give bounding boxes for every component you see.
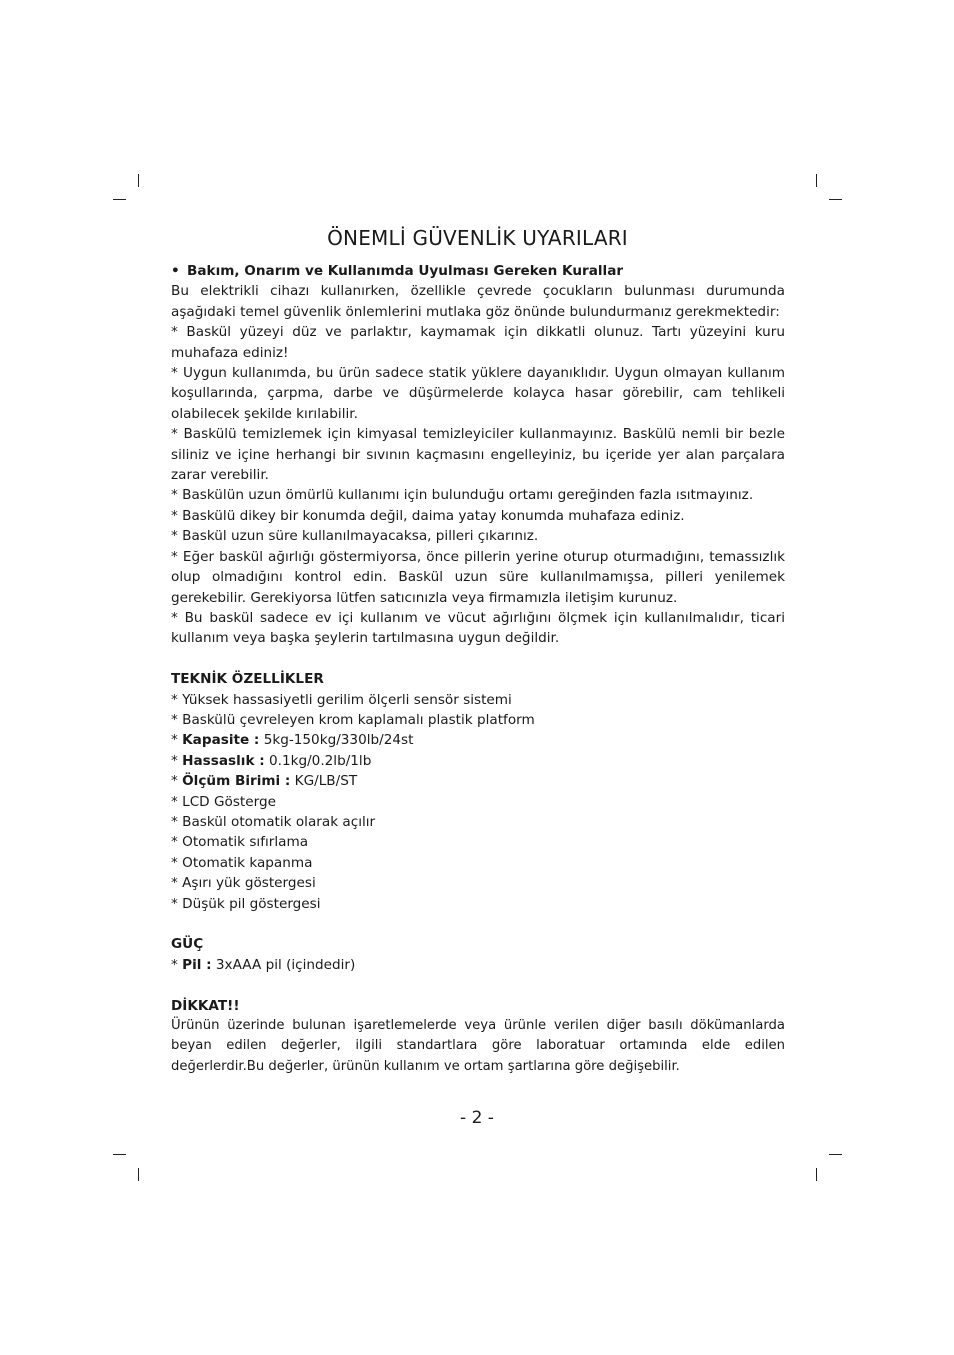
crop-mark-top-left-vertical — [138, 174, 139, 187]
spec-label: Pil : — [182, 956, 212, 973]
spec-value: 0.1kg/0.2lb/1lb — [264, 752, 372, 769]
spec-value: KG/LB/ST — [290, 773, 358, 790]
spec-item: * Otomatik sıfırlama — [171, 834, 309, 851]
spec-item: * Yüksek hassasiyetli gerilim ölçerli sensör sistemi — [171, 691, 512, 708]
spec-unit — [171, 771, 785, 791]
spec-label: Ölçüm Birimi : — [182, 773, 291, 790]
spec-item: * Düşük pil göstergesi — [171, 895, 321, 912]
rule-item: * Baskülün uzun ömürlü kullanımı için bulunduğu ortamı gereğinden fazla ısıtmayınız. — [171, 487, 754, 504]
spec-item: * LCD Gösterge — [171, 793, 276, 810]
page-number: - 2 - — [460, 1108, 494, 1128]
spec-prefix: * — [171, 956, 183, 973]
spec-value: 5kg-150kg/330lb/24st — [259, 732, 414, 749]
rule-item: * Uygun kullanımda, bu ürün sadece statik yüklere dayanıklıdır. Uygun olmayan kullanım koşullarında, çarpma, darbe ve düşürmelerde kolayca hasar görebilir, cam tehlikeli olabilecek şekilde kırılabilir. — [171, 365, 785, 422]
spec-item: * Baskülü çevreleyen krom kaplamalı plastik platform — [171, 711, 535, 728]
spec-item: * Aşırı yük göstergesi — [171, 875, 316, 892]
rule-item: * Baskül uzun süre kullanılmayacaksa, pilleri çıkarınız. — [171, 528, 539, 545]
spec-prefix: * — [171, 752, 183, 769]
spec-precision — [171, 751, 785, 771]
specs-heading: TEKNİK ÖZELLİKLER — [171, 671, 324, 688]
bullet-icon: • — [171, 263, 180, 279]
spec-label: Kapasite : — [182, 732, 260, 749]
crop-mark-bottom-left-vertical — [138, 1168, 139, 1181]
crop-mark-bottom-right-vertical — [816, 1168, 817, 1181]
spec-prefix: * — [171, 732, 183, 749]
crop-mark-top-right-horizontal — [829, 199, 842, 200]
spec-capacity — [171, 730, 785, 750]
crop-mark-bottom-right-horizontal — [829, 1154, 842, 1155]
power-battery — [171, 955, 785, 975]
caution-text: Ürünün üzerinde bulunan işaretlemelerde veya ürünle verilen diğer basılı dökümanlarda beyan edilen değerler, ilgili standartlara göre laboratuar ortamında elde edilen değerlerdir.Bu değerler, ürünün kullanım ve ortam şartlarına göre değişebilir. — [171, 1017, 785, 1074]
spec-item: * Baskül otomatik olarak açılır — [171, 813, 376, 830]
crop-mark-top-left-horizontal — [113, 199, 126, 200]
rules-intro: Bu elektrikli cihazı kullanırken, özellikle çevrede çocukların bulunması durumunda aşağıdaki temel güvenlik önlemlerini mutlaka göz önünde bulundurmanız gerekmektedir: — [171, 283, 785, 320]
spec-value: 3xAAA pil (içindedir) — [211, 956, 356, 973]
rule-item: * Baskülü temizlemek için kimyasal temizleyiciler kullanmayınız. Baskülü nemli bir bezle siliniz ve içine herhangi bir sıvının kaçmasını engelleyiniz, bu içeride yer alan parçalara zarar verebilir. — [171, 426, 785, 484]
document-body — [171, 261, 785, 1077]
power-heading: GÜÇ — [171, 936, 204, 953]
rule-item: * Baskül yüzeyi düz ve parlaktır, kaymamak için dikkatli olunuz. Tartı yüzeyini kuru muhafaza ediniz! — [171, 324, 785, 361]
rules-heading-text: Bakım, Onarım ve Kullanımda Uyulması Gereken Kurallar — [187, 263, 624, 279]
rule-item: * Baskülü dikey bir konumda değil, daima yatay konumda muhafaza ediniz. — [171, 507, 685, 524]
spec-label: Hassaslık : — [182, 752, 265, 769]
crop-mark-bottom-left-horizontal — [113, 1154, 126, 1155]
rule-item: * Eğer baskül ağırlığı göstermiyorsa, önce pillerin yerine oturup oturmadığını, temassızlık olup olmadığını kontrol edin. Baskül uzun süre kullanılmamışsa, pilleri yenilemek gerekebilir. Gerekiyorsa lütfen satıcınızla veya firmamızla iletişim kurunuz. — [171, 548, 785, 606]
caution-heading: DİKKAT!! — [171, 997, 240, 1014]
rules-heading — [171, 261, 785, 281]
rule-item: * Bu baskül sadece ev içi kullanım ve vücut ağırlığını ölçmek için kullanılmalıdır, ticari kullanım veya başka şeylerin tartılmasına uygun değildir. — [171, 609, 785, 647]
crop-mark-top-right-vertical — [816, 174, 817, 187]
spec-prefix: * — [171, 773, 183, 790]
page-title: ÖNEMLİ GÜVENLİK UYARILARI — [327, 226, 628, 250]
spec-item: * Otomatik kapanma — [171, 854, 313, 871]
